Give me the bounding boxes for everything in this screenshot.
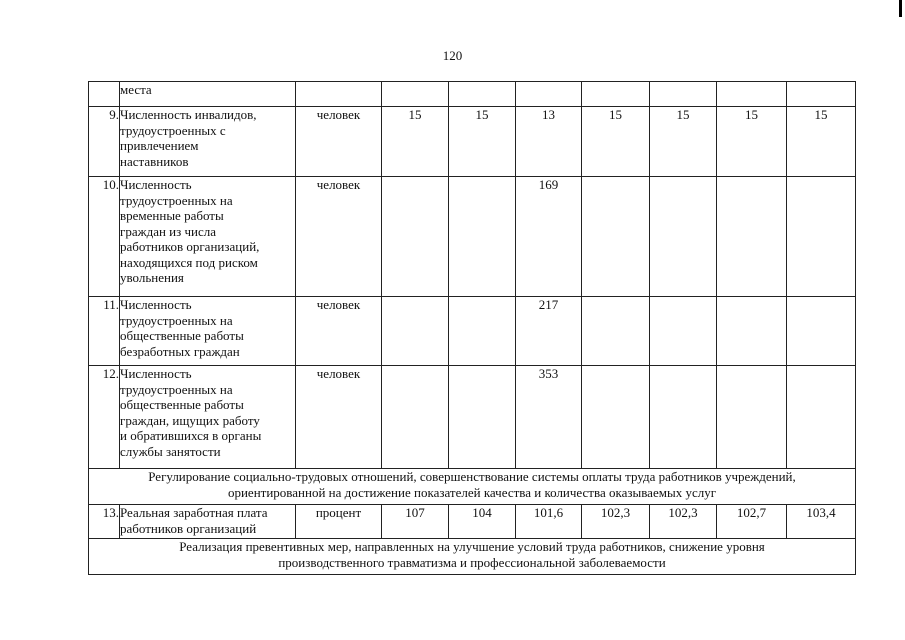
value-cell: [787, 366, 856, 469]
value-cell: [787, 297, 856, 366]
value-cell: [717, 297, 787, 366]
table-row: [89, 107, 856, 177]
value-cell: 103,4: [787, 505, 856, 539]
table-row: [89, 177, 856, 297]
value-cell: 217: [516, 297, 582, 366]
value-cell: [787, 82, 856, 107]
value-cell: 15: [582, 107, 650, 177]
value-cell: [382, 366, 449, 469]
value-cell: 15: [717, 107, 787, 177]
indicator-name-cell: места: [120, 82, 296, 107]
value-cell: [582, 366, 650, 469]
value-cell: [449, 366, 516, 469]
page-number: 120: [442, 48, 463, 63]
value-cell: 13: [516, 107, 582, 177]
page-edge-mark: [899, 0, 902, 17]
value-cell: 15: [650, 107, 717, 177]
value-cell: [449, 297, 516, 366]
value-cell: [582, 297, 650, 366]
value-cell: [382, 297, 449, 366]
row-number-cell: 10.: [89, 177, 120, 297]
table-row: [89, 366, 856, 469]
value-cell: [717, 177, 787, 297]
row-number-cell: 9.: [89, 107, 120, 177]
section-heading: Реализация превентивных мер, направленных на улучшение условий труда работников, снижение уровня производственного травматизма и профессиональной заболеваемости: [89, 539, 856, 575]
value-cell: 169: [516, 177, 582, 297]
unit-cell: [296, 82, 382, 107]
value-cell: 102,7: [717, 505, 787, 539]
value-cell: [650, 177, 717, 297]
indicator-name-cell: Реальная заработная плата работников организаций: [120, 505, 296, 539]
table-row-continuation: [89, 82, 856, 107]
value-cell: [717, 82, 787, 107]
value-cell: 15: [449, 107, 516, 177]
unit-cell: процент: [296, 505, 382, 539]
value-cell: [449, 177, 516, 297]
indicator-name-cell: Численность трудоустроенных на общественные работы безработных граждан: [120, 297, 296, 366]
table-row: [89, 297, 856, 366]
value-cell: 15: [382, 107, 449, 177]
value-cell: [382, 177, 449, 297]
value-cell: [582, 82, 650, 107]
row-number-cell: 11.: [89, 297, 120, 366]
value-cell: 107: [382, 505, 449, 539]
value-cell: [382, 82, 449, 107]
value-cell: [582, 177, 650, 297]
row-number-cell: 13.: [89, 505, 120, 539]
unit-cell: человек: [296, 177, 382, 297]
value-cell: [516, 82, 582, 107]
unit-cell: человек: [296, 297, 382, 366]
indicator-name-cell: Численность трудоустроенных на общественные работы граждан, ищущих работу и обратившихся в органы службы занятости: [120, 366, 296, 469]
value-cell: [717, 366, 787, 469]
row-number-cell: [89, 82, 120, 107]
section-heading-row: [89, 469, 856, 505]
value-cell: 102,3: [582, 505, 650, 539]
row-number-cell: 12.: [89, 366, 120, 469]
unit-cell: человек: [296, 366, 382, 469]
unit-cell: человек: [296, 107, 382, 177]
value-cell: [650, 366, 717, 469]
value-cell: 102,3: [650, 505, 717, 539]
value-cell: 104: [449, 505, 516, 539]
value-cell: [650, 82, 717, 107]
table-row: [89, 505, 856, 539]
indicators-table: [88, 81, 856, 575]
section-heading: Регулирование социально-трудовых отношений, совершенствование системы оплаты труда работников учреждений, ориентированной на достижение показателей качества и количества оказываемых услуг: [89, 469, 856, 505]
section-heading-row: [89, 539, 856, 575]
indicator-name-cell: Численность трудоустроенных на временные работы граждан из числа работников организаций, находящихся под риском увольнения: [120, 177, 296, 297]
value-cell: 353: [516, 366, 582, 469]
value-cell: 15: [787, 107, 856, 177]
indicator-name-cell: Численность инвалидов, трудоустроенных с привлечением наставников: [120, 107, 296, 177]
value-cell: [449, 82, 516, 107]
value-cell: [787, 177, 856, 297]
value-cell: 101,6: [516, 505, 582, 539]
value-cell: [650, 297, 717, 366]
